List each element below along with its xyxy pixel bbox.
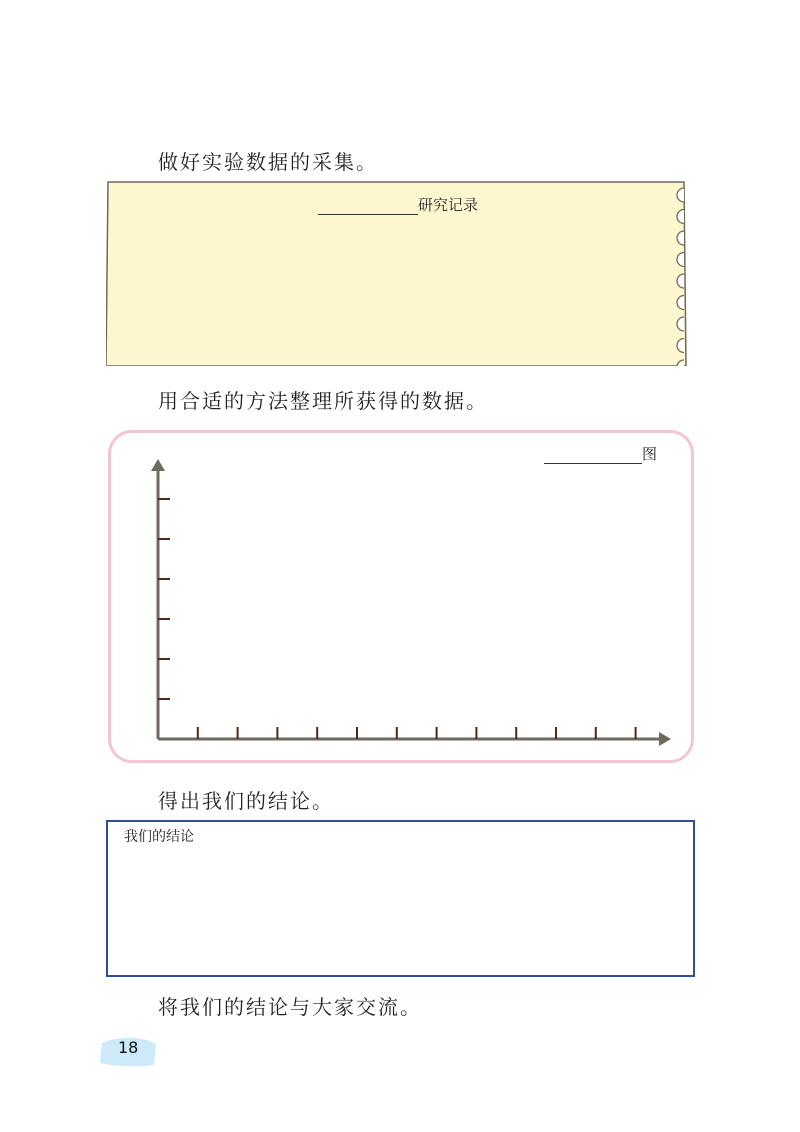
graph-title-text: 图 — [642, 445, 658, 463]
instruction-collect-data: 做好实验数据的采集。 — [158, 150, 378, 174]
graph-title-blank — [544, 445, 642, 464]
record-title-text: 研究记录 — [418, 196, 479, 214]
conclusion-label: 我们的结论 — [124, 829, 194, 845]
graph-axes — [111, 433, 691, 760]
instruction-share-conclusion: 将我们的结论与大家交流。 — [158, 995, 422, 1019]
graph-title — [544, 443, 657, 464]
graph-frame — [108, 430, 694, 763]
record-title — [318, 194, 478, 215]
x-axis-arrow — [659, 732, 671, 746]
instruction-draw-conclusion: 得出我们的结论。 — [158, 789, 334, 813]
page-number: 18 — [118, 1038, 139, 1057]
record-title-blank — [318, 196, 418, 215]
y-axis-arrow — [151, 459, 165, 471]
conclusion-box — [106, 820, 695, 977]
instruction-organize-data: 用合适的方法整理所获得的数据。 — [158, 389, 488, 413]
research-record-card — [106, 180, 692, 366]
